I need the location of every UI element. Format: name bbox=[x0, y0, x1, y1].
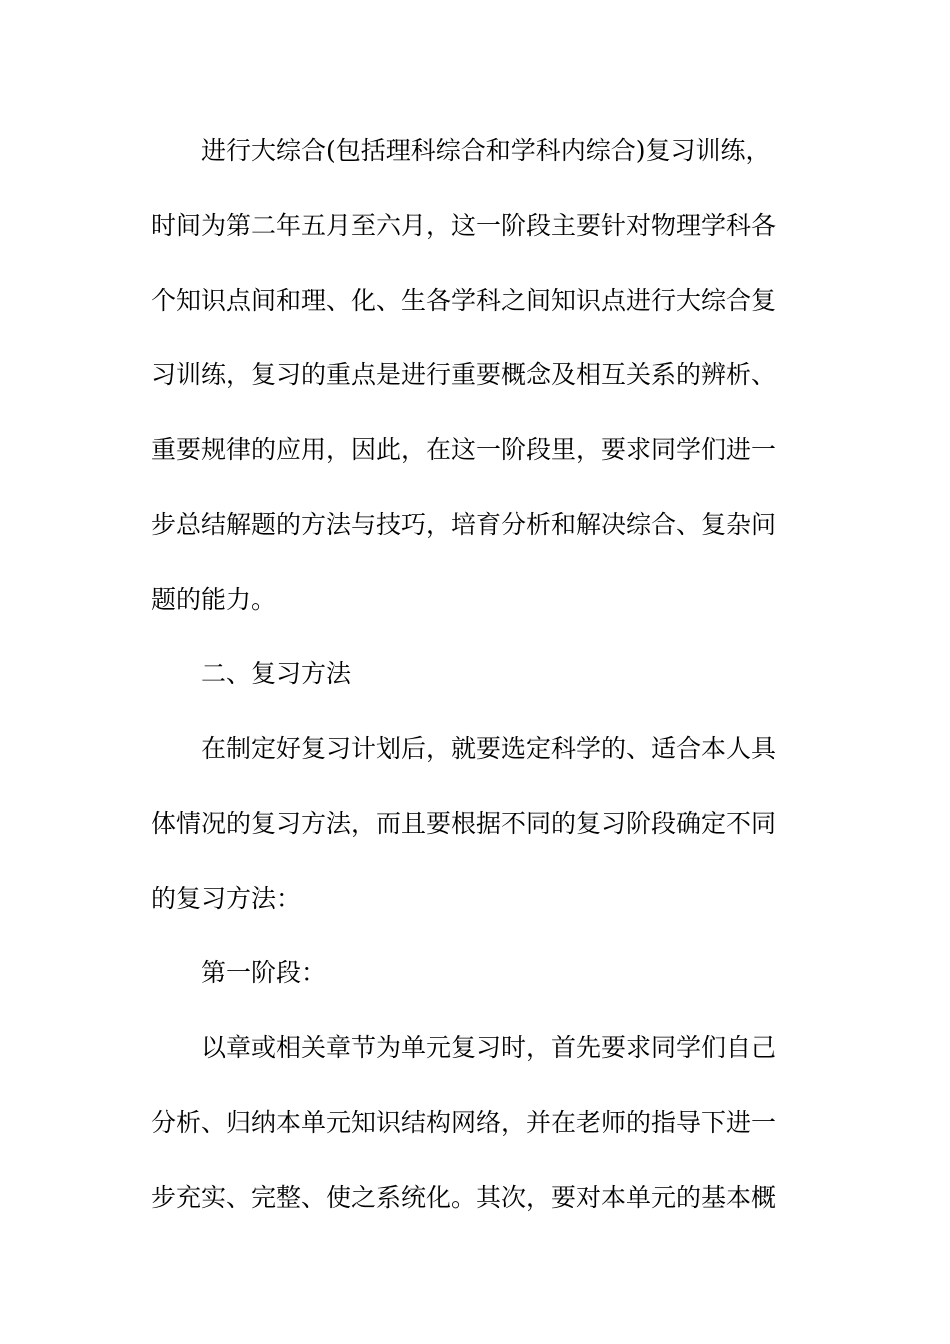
paragraph-line: 以章或相关章节为单元复习时，首先要求同学们自己 bbox=[201, 1033, 777, 1062]
paragraph-line: 的复习方法： bbox=[151, 884, 302, 913]
paragraph-line: 时间为第二年五月至六月，这一阶段主要针对物理学科各 bbox=[151, 211, 777, 240]
paragraph-line: 进行大综合(包括理科综合和学科内综合)复习训练， bbox=[201, 136, 771, 165]
paragraph-line: 步总结解题的方法与技巧，培育分析和解决综合、复杂问 bbox=[151, 510, 777, 539]
paragraph-line: 分析、归纳本单元知识结构网络，并在老师的指导下进一 bbox=[151, 1108, 777, 1137]
subsection-heading: 第一阶段： bbox=[201, 958, 327, 987]
paragraph-line: 重要规律的应用，因此，在这一阶段里，要求同学们进一 bbox=[151, 435, 777, 464]
paragraph-line: 在制定好复习计划后，就要选定科学的、适合本人具 bbox=[201, 734, 777, 763]
paragraph-line: 题的能力。 bbox=[151, 585, 277, 614]
section-heading: 二、复习方法 bbox=[201, 659, 352, 688]
paragraph-line: 个知识点间和理、化、生各学科之间知识点进行大综合复 bbox=[151, 286, 777, 315]
paragraph-line: 体情况的复习方法，而且要根据不同的复习阶段确定不同 bbox=[151, 809, 777, 838]
paragraph-line: 步充实、完整、使之系统化。其次，要对本单元的基本概 bbox=[151, 1183, 777, 1212]
paragraph-line: 习训练，复习的重点是进行重要概念及相互关系的辨析、 bbox=[151, 360, 777, 389]
